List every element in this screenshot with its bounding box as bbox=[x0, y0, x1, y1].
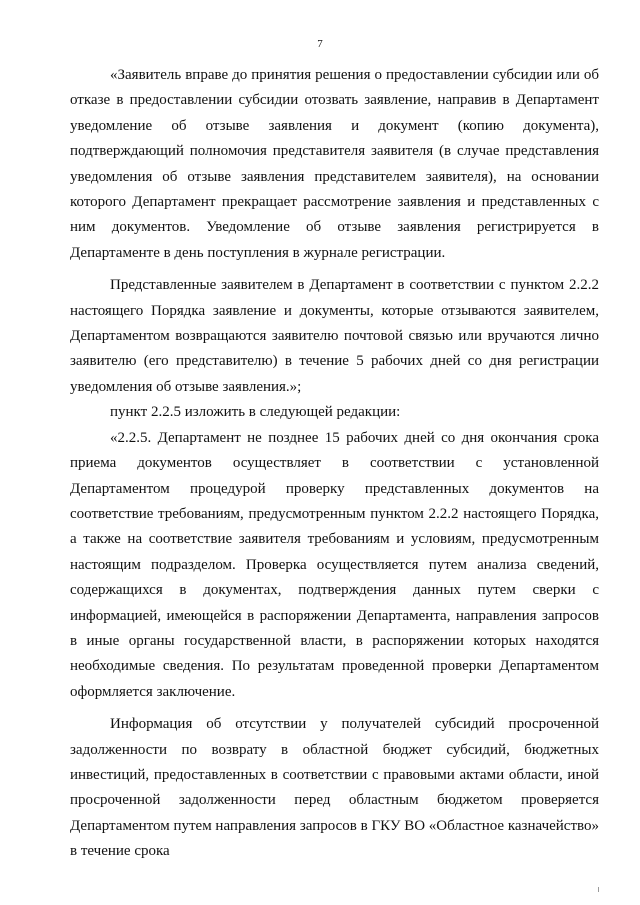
scan-mark bbox=[598, 887, 599, 892]
paragraph-withdrawal-right: «Заявитель вправе до принятия решения о предоставлении субсидии или об отказе в предоставлении субсидии отозвать заявление, направив в Департамент уведомление об отзыве заявления и документ (копию документа), подтверждающий полномочия представителя заявителя (в случае представления уведомления об отзыве заявления представителем заявителя), на основании которого Департамент прекращает рассмотрение заявления и представленных с ним документов. Уведомление об отзыве заявления регистрируется в Департаменте в день поступления в журнале регистрации. bbox=[70, 67, 599, 261]
paragraph-clause-2-2-5: «2.2.5. Департамент не позднее 15 рабочих дней со дня окончания срока приема документов осуществляет в соответствии с установленной Департаментом процедурой проверку представленных документов на соответствие требованиям, предусмотренным пунктом 2.2.2 настоящего Порядка, а также на соответствие заявителя требованиям и условиям, предусмотренным настоящим подразделом. Проверка осуществляется путем анализа сведений, содержащихся в документах, подтверждения данных путем сверки с информацией, имеющейся в распоряжении Департамента, направления запросов в иные органы государственной власти, в распоряжении которых находятся необходимые сведения. По результатам проведенной проверки Департаментом оформляется заключение. bbox=[70, 429, 599, 700]
paragraph-amendment-intro: пункт 2.2.5 изложить в следующей редакции: bbox=[110, 404, 401, 421]
page-number: 7 bbox=[317, 38, 323, 50]
document-body bbox=[70, 63, 599, 865]
paragraph-debt-check: Информация об отсутствии у получателей субсидий просроченной задолженности по возврату в областной бюджет субсидий, бюджетных инвестиций, предоставленных в соответствии с правовыми актами области, иной просроченной задолженности перед областным бюджетом проверяется Департаментом путем направления запросов в ГКУ ВО «Областное казначейство» в течение срока bbox=[70, 716, 599, 860]
paragraph-return-documents: Представленные заявителем в Департамент в соответствии с пунктом 2.2.2 настоящего Порядка заявление и документы, которые отзываются заявителем, Департаментом возвращаются заявителю почтовой связью или вручаются лично заявителю (его представителю) в течение 5 рабочих дней со дня регистрации уведомления об отзыве заявления.»; bbox=[70, 277, 599, 395]
